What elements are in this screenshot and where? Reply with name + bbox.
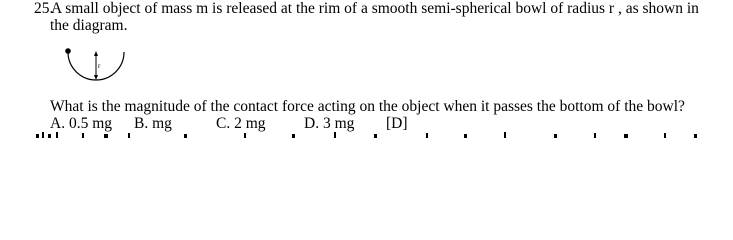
option-d: D. 3 mg: [304, 115, 355, 132]
radius-arrow-top: [94, 51, 98, 56]
object-dot: [65, 48, 71, 54]
option-a: A. 0.5 mg: [50, 115, 112, 132]
question-line-2: the diagram.: [50, 17, 128, 34]
radius-label: r: [98, 62, 101, 70]
question-text-1: A small object of mass m is released at the rim of a smooth semi-spherical bowl of radius r , as shown in: [51, 0, 699, 17]
question-number: 25.: [34, 0, 54, 17]
bowl-diagram: [50, 38, 140, 96]
question-line-1: [34, 0, 699, 18]
question-line-3: What is the magnitude of the contact force acting on the object when it passes the bottom of the bowl?: [50, 98, 685, 115]
radius-arrow-bottom: [94, 75, 98, 80]
answer-key: [D]: [386, 115, 408, 132]
option-b: B. mg: [134, 115, 172, 132]
option-c: C. 2 mg: [216, 115, 266, 132]
cut-off-text-line: [34, 131, 733, 138]
